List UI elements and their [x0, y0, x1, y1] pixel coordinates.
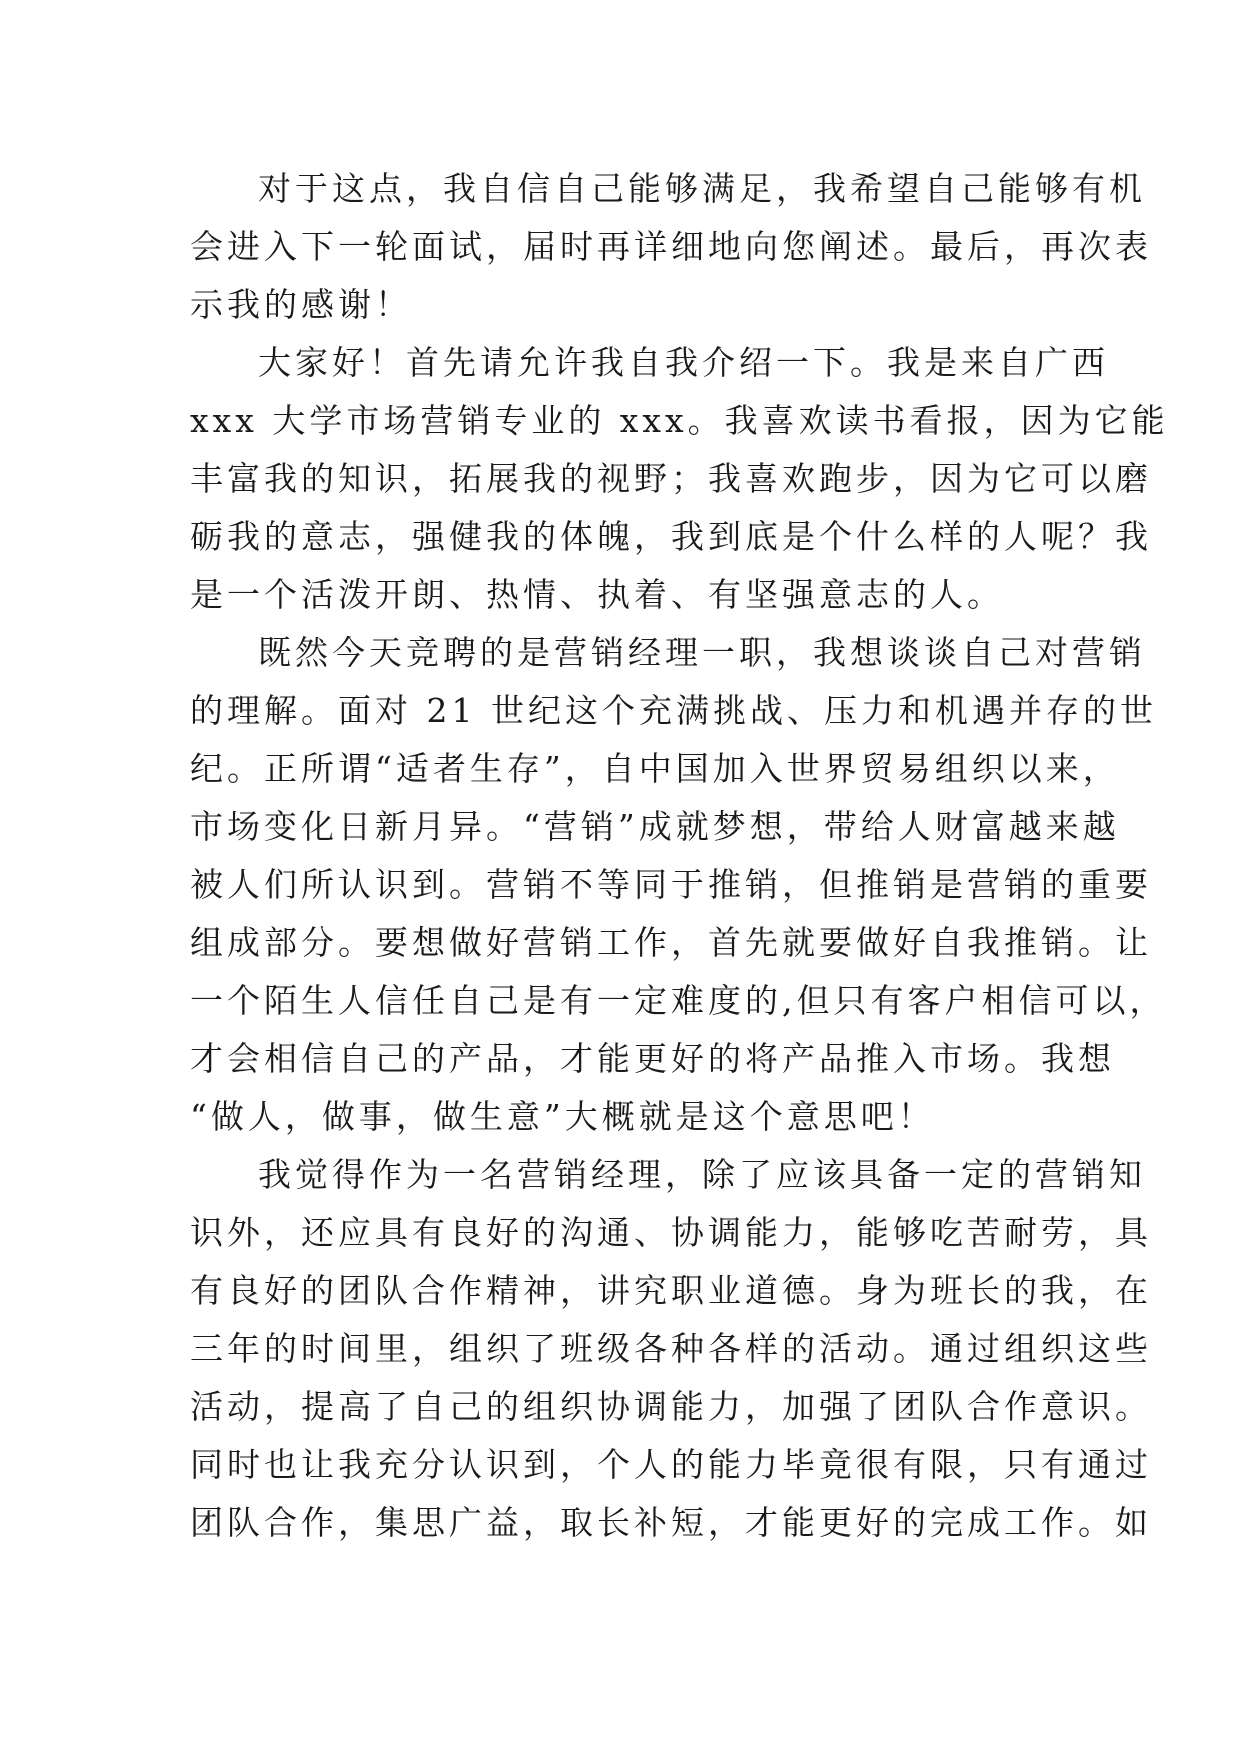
paragraph-4-line-3: 有良好的团队合作精神，讲究职业道德。身为班长的我，在 [190, 1271, 1152, 1310]
paragraph-1-line-1: 对于这点，我自信自己能够满足，我希望自己能够有机 [258, 169, 1146, 208]
paragraph-2-line-2: xxx 大学市场营销专业的 xxx。我喜欢读书看报，因为它能 [190, 401, 1169, 440]
paragraph-3-line-5: 被人们所认识到。营销不等同于推销，但推销是营销的重要 [190, 865, 1152, 904]
paragraph-4-line-6: 同时也让我充分认识到，个人的能力毕竟很有限，只有通过 [190, 1445, 1152, 1484]
paragraph-2-line-5: 是一个活泼开朗、热情、执着、有坚强意志的人。 [190, 575, 1004, 614]
paragraph-3-line-1: 既然今天竞聘的是营销经理一职，我想谈谈自己对营销 [258, 633, 1146, 672]
paragraph-3-line-4: 市场变化日新月异。“营销”成就梦想，带给人财富越来越 [190, 807, 1120, 846]
paragraph-1-line-3: 示我的感谢！ [190, 285, 412, 324]
paragraph-4-line-4: 三年的时间里，组织了班级各种各样的活动。通过组织这些 [190, 1329, 1152, 1368]
paragraph-3-line-2: 的理解。面对 21 世纪这个充满挑战、压力和机遇并存的世 [190, 691, 1157, 730]
paragraph-2-line-4: 砺我的意志，强健我的体魄，我到底是个什么样的人呢？我 [190, 517, 1152, 556]
paragraph-3-line-3: 纪。正所谓“适者生存”，自中国加入世界贸易组织以来， [190, 749, 1120, 788]
paragraph-3-line-9: “做人，做事，做生意”大概就是这个意思吧！ [190, 1097, 935, 1136]
paragraph-1-line-2: 会进入下一轮面试，届时再详细地向您阐述。最后，再次表 [190, 227, 1152, 266]
paragraph-3-line-8: 才会相信自己的产品，才能更好的将产品推入市场。我想 [190, 1039, 1115, 1078]
paragraph-4-line-5: 活动，提高了自己的组织协调能力，加强了团队合作意识。 [190, 1387, 1152, 1426]
paragraph-3-line-6: 组成部分。要想做好营销工作，首先就要做好自我推销。让 [190, 923, 1152, 962]
paragraph-4-line-2: 识外，还应具有良好的沟通、协调能力，能够吃苦耐劳，具 [190, 1213, 1152, 1252]
paragraph-4-line-7: 团队合作，集思广益，取长补短，才能更好的完成工作。如 [190, 1503, 1152, 1542]
paragraph-2-line-1: 大家好！首先请允许我自我介绍一下。我是来自广西 [258, 343, 1109, 382]
paragraph-4-line-1: 我觉得作为一名营销经理，除了应该具备一定的营销知 [258, 1155, 1146, 1194]
paragraph-3-line-7: 一个陌生人信任自己是有一定难度的,但只有客户相信可以， [190, 981, 1167, 1020]
paragraph-2-line-3: 丰富我的知识，拓展我的视野；我喜欢跑步，因为它可以磨 [190, 459, 1152, 498]
body-text [190, 160, 1169, 1552]
